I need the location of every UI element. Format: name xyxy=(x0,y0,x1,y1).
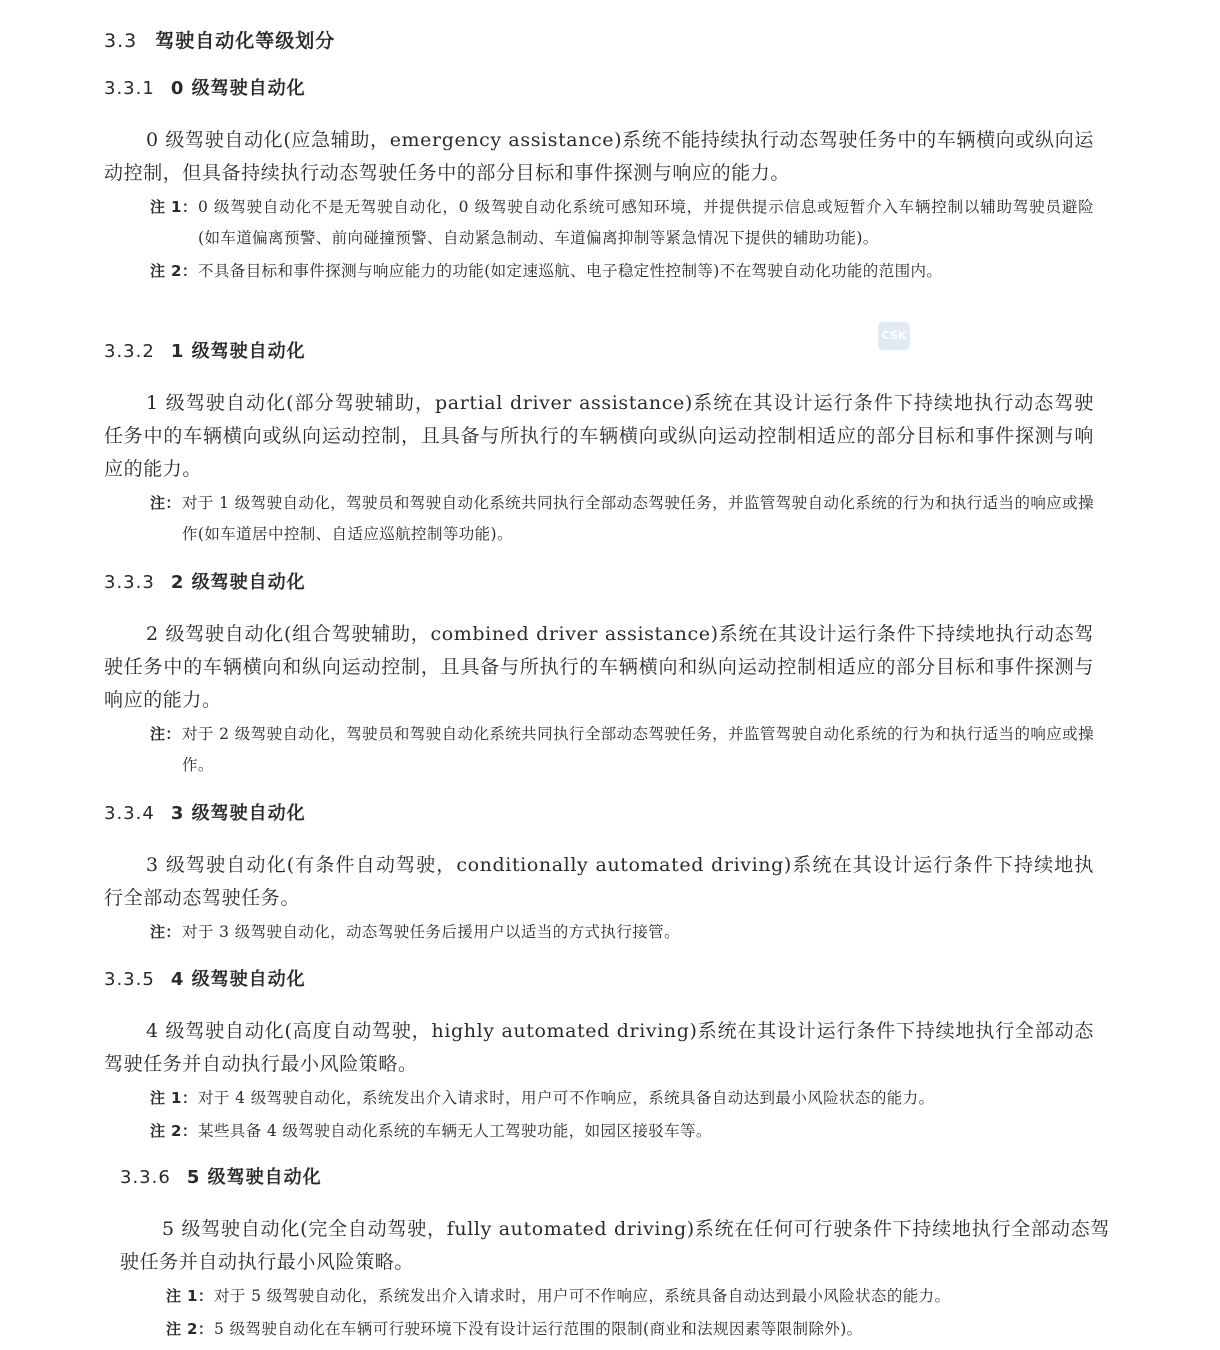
subsection-heading xyxy=(104,801,1094,827)
note xyxy=(150,719,1094,781)
note-1 xyxy=(150,192,1094,254)
subsection-heading xyxy=(104,570,1094,596)
definition-paragraph: 3 级驾驶自动化(有条件自动驾驶，conditionally automated driving)系统在其设计运行条件下持续地执行全部动态驾驶任务。 xyxy=(104,854,1094,909)
note-1 xyxy=(166,1281,1110,1312)
watermark-logo: CSK xyxy=(878,322,910,350)
subsection-title: 2 级驾驶自动化 xyxy=(170,572,306,593)
definition-paragraph: 1 级驾驶自动化(部分驾驶辅助，partial driver assistance)系统在其设计运行条件下持续地执行动态驾驶任务中的车辆横向或纵向运动控制，且具备与所执行的车辆横向或纵向运动控制相适应的部分目标和事件探测与响应的能力。 xyxy=(104,392,1094,480)
section-heading xyxy=(104,26,335,53)
note-text: 对于 5 级驾驶自动化，系统发出介入请求时，用户可不作响应，系统具备自动达到最小风险状态的能力。 xyxy=(214,1287,951,1305)
note-label: 注： xyxy=(150,923,181,941)
definition-paragraph: 0 级驾驶自动化(应急辅助，emergency assistance)系统不能持续执行动态驾驶任务中的车辆横向或纵向运动控制，但具备持续执行动态驾驶任务中的部分目标和事件探测与响应的能力。 xyxy=(104,129,1094,184)
subsection-number: 3.3.3 xyxy=(104,572,155,593)
subsection-title: 4 级驾驶自动化 xyxy=(170,969,306,990)
note-label: 注 2： xyxy=(150,262,198,280)
subsection-level-2 xyxy=(104,570,1094,781)
subsection-level-4 xyxy=(104,967,1094,1147)
note-label: 注 1： xyxy=(150,198,198,216)
note-2 xyxy=(150,1116,1094,1147)
note-2 xyxy=(166,1314,1110,1345)
note-text: 0 级驾驶自动化不是无驾驶自动化，0 级驾驶自动化系统可感知环境，并提供提示信息或短暂介入车辆控制以辅助驾驶员避险(如车道偏离预警、前向碰撞预警、自动紧急制动、车道偏离抑制等紧急情况下提供的辅助功能)。 xyxy=(198,198,1094,247)
note-text: 对于 1 级驾驶自动化，驾驶员和驾驶自动化系统共同执行全部动态驾驶任务，并监管驾驶自动化系统的行为和执行适当的响应或操作(如车道居中控制、自适应巡航控制等功能)。 xyxy=(182,494,1094,543)
note-text: 对于 3 级驾驶自动化，动态驾驶任务后援用户以适当的方式执行接管。 xyxy=(182,923,680,941)
note-1 xyxy=(150,1083,1094,1114)
subsection-level-1 xyxy=(104,339,1094,550)
note-2 xyxy=(150,256,1094,287)
note-label: 注 2： xyxy=(150,1122,198,1140)
note-text: 对于 4 级驾驶自动化，系统发出介入请求时，用户可不作响应，系统具备自动达到最小风险状态的能力。 xyxy=(198,1089,935,1107)
subsection-level-5 xyxy=(120,1165,1110,1345)
note-text: 某些具备 4 级驾驶自动化系统的车辆无人工驾驶功能，如园区接驳车等。 xyxy=(198,1122,712,1140)
subsection-level-0 xyxy=(104,76,1094,287)
subsection-number: 3.3.4 xyxy=(104,803,155,824)
section-title: 驾驶自动化等级划分 xyxy=(155,30,336,52)
note-text: 不具备目标和事件探测与响应能力的功能(如定速巡航、电子稳定性控制等)不在驾驶自动化功能的范围内。 xyxy=(198,262,943,280)
note-label: 注 1： xyxy=(150,1089,198,1107)
note-label: 注： xyxy=(150,725,181,743)
definition-paragraph: 4 级驾驶自动化(高度自动驾驶，highly automated driving)系统在其设计运行条件下持续地执行全部动态驾驶任务并自动执行最小风险策略。 xyxy=(104,1020,1094,1075)
note xyxy=(150,488,1094,550)
subsection-number: 3.3.5 xyxy=(104,969,155,990)
definition-paragraph: 2 级驾驶自动化(组合驾驶辅助，combined driver assistance)系统在其设计运行条件下持续地执行动态驾驶任务中的车辆横向和纵向运动控制，且具备与所执行的车辆横向和纵向运动控制相适应的部分目标和事件探测与响应的能力。 xyxy=(104,623,1094,711)
definition-paragraph: 5 级驾驶自动化(完全自动驾驶，fully automated driving)系统在任何可行驶条件下持续地执行全部动态驾驶任务并自动执行最小风险策略。 xyxy=(120,1218,1110,1273)
note-label: 注 1： xyxy=(166,1287,214,1305)
subsection-heading xyxy=(104,76,1094,102)
subsection-heading xyxy=(104,339,1094,365)
section-number: 3.3 xyxy=(104,30,138,52)
subsection-title: 0 级驾驶自动化 xyxy=(170,78,306,99)
subsection-title: 3 级驾驶自动化 xyxy=(170,803,306,824)
subsection-heading xyxy=(104,967,1094,993)
subsection-number: 3.3.1 xyxy=(104,78,155,99)
note-label: 注 2： xyxy=(166,1320,214,1338)
subsection-number: 3.3.2 xyxy=(104,341,155,362)
subsection-title: 5 级驾驶自动化 xyxy=(186,1167,322,1188)
note-text: 对于 2 级驾驶自动化，驾驶员和驾驶自动化系统共同执行全部动态驾驶任务，并监管驾驶自动化系统的行为和执行适当的响应或操作。 xyxy=(182,725,1094,774)
subsection-title: 1 级驾驶自动化 xyxy=(170,341,306,362)
subsection-heading xyxy=(120,1165,1110,1191)
note-label: 注： xyxy=(150,494,181,512)
note xyxy=(150,917,1094,948)
subsection-level-3 xyxy=(104,801,1094,948)
note-text: 5 级驾驶自动化在车辆可行驶环境下没有设计运行范围的限制(商业和法规因素等限制除外)。 xyxy=(214,1320,863,1338)
subsection-number: 3.3.6 xyxy=(120,1167,171,1188)
